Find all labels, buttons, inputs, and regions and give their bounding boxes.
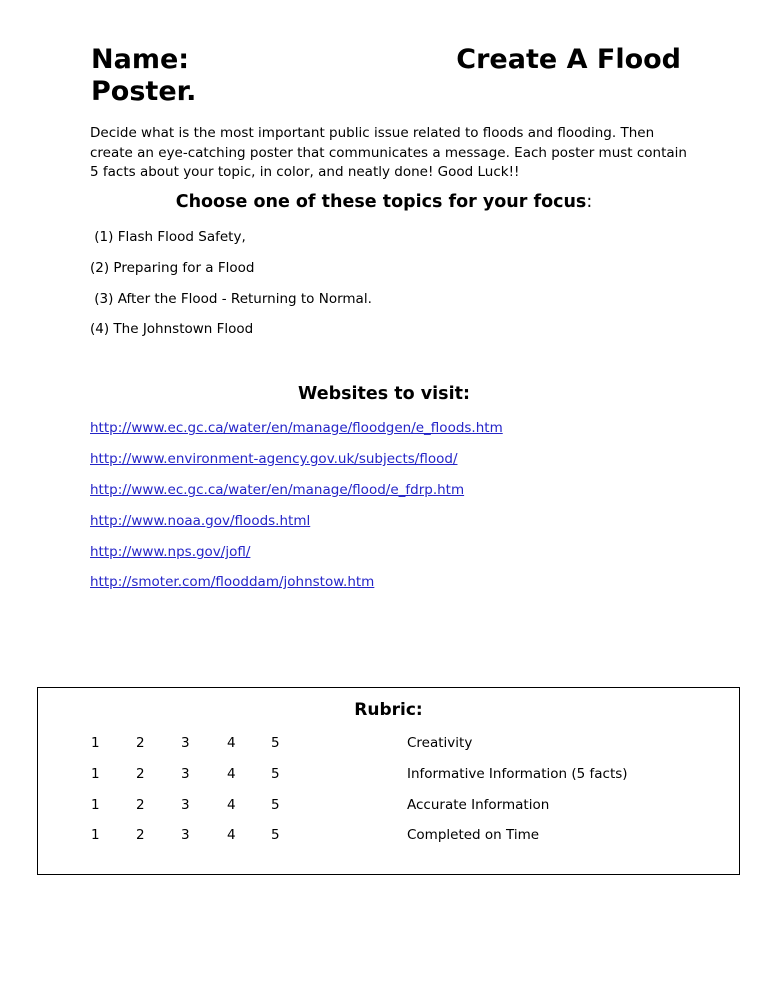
score-3: 3 [181, 827, 190, 843]
score-1: 1 [91, 827, 100, 843]
score-2: 2 [136, 735, 145, 751]
score-5: 5 [271, 766, 280, 782]
score-1: 1 [91, 797, 100, 813]
rubric-criterion: Creativity [407, 735, 473, 751]
rubric-box [37, 687, 740, 875]
score-4: 4 [227, 797, 236, 813]
score-4: 4 [227, 735, 236, 751]
websites-heading: Websites to visit: [298, 384, 470, 404]
topic-item: (3) After the Flood - Returning to Normal. [90, 291, 372, 307]
title-part1: Create A Flood [456, 44, 681, 75]
topics-heading [0, 192, 768, 212]
topic-item: (2) Preparing for a Flood [90, 260, 255, 276]
website-link[interactable]: http://www.nps.gov/jofl/ [90, 544, 251, 560]
title-part2: Poster. [91, 76, 197, 107]
name-label: Name: [91, 44, 190, 75]
score-5: 5 [271, 797, 280, 813]
page-title [91, 44, 681, 108]
score-4: 4 [227, 827, 236, 843]
score-2: 2 [136, 766, 145, 782]
topics-heading-text: Choose one of these topics for your focus [175, 192, 587, 212]
intro-paragraph: Decide what is the most important public issue related to floods and flooding. Then create an eye-catching poster that communicates a message. Each poster must contain 5 facts about your topic, in color, and neatly done! Good Luck!! [90, 125, 687, 180]
score-2: 2 [136, 827, 145, 843]
topic-item: (4) The Johnstown Flood [90, 321, 254, 337]
score-1: 1 [91, 766, 100, 782]
score-3: 3 [181, 797, 190, 813]
score-1: 1 [91, 735, 100, 751]
score-5: 5 [271, 735, 280, 751]
website-link[interactable]: http://www.ec.gc.ca/water/en/manage/floodgen/e_floods.htm [90, 420, 503, 436]
rubric-title: Rubric: [354, 700, 423, 720]
website-link[interactable]: http://smoter.com/flooddam/johnstow.htm [90, 574, 375, 590]
rubric-criterion: Informative Information (5 facts) [407, 766, 628, 782]
score-2: 2 [136, 797, 145, 813]
score-3: 3 [181, 766, 190, 782]
rubric-criterion: Completed on Time [407, 827, 540, 843]
website-link[interactable]: http://www.noaa.gov/floods.html [90, 513, 311, 529]
website-link[interactable]: http://www.environment-agency.gov.uk/subjects/flood/ [90, 451, 458, 467]
website-link[interactable]: http://www.ec.gc.ca/water/en/manage/flood/e_fdrp.htm [90, 482, 465, 498]
topics-heading-colon: : [586, 192, 593, 212]
score-3: 3 [181, 735, 190, 751]
score-5: 5 [271, 827, 280, 843]
score-4: 4 [227, 766, 236, 782]
rubric-criterion: Accurate Information [407, 797, 550, 813]
topic-item: (1) Flash Flood Safety, [90, 229, 246, 245]
